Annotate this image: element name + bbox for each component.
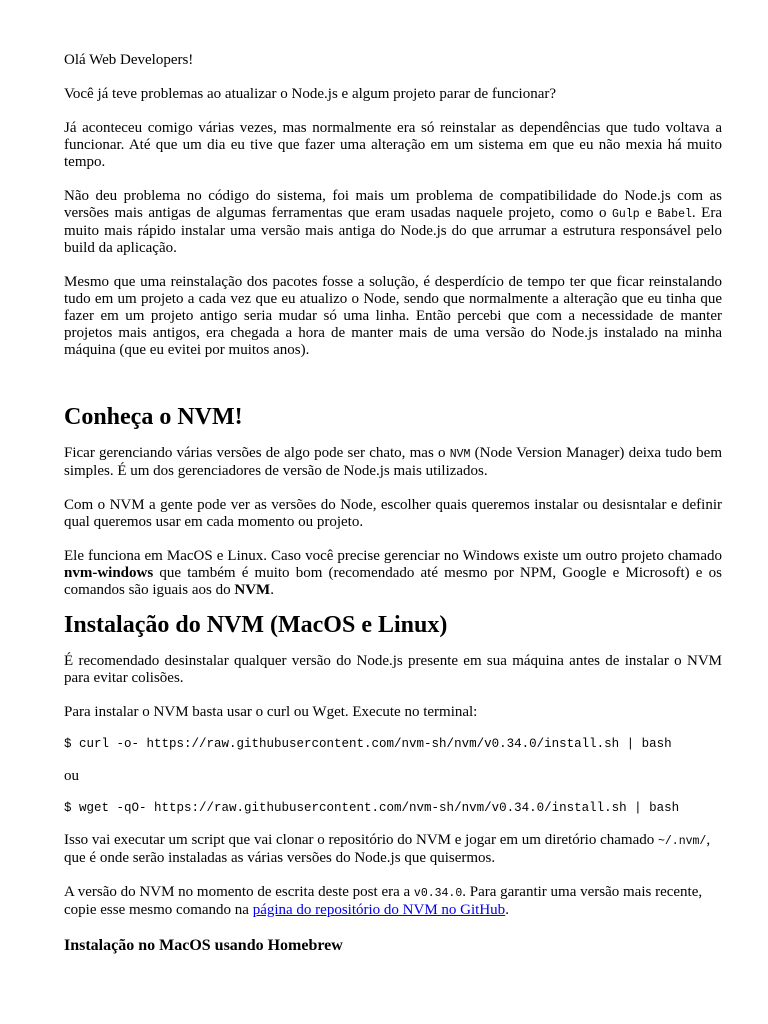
nvm-windows-bold: nvm-windows [64, 565, 154, 581]
question-text: Você já teve problemas ao atualizar o Node.js e algum projeto parar de funcionar? [64, 86, 557, 102]
install-paragraph-4-text-c: . [505, 902, 509, 918]
babel-code: Babel [657, 208, 692, 221]
nvm-code: NVM [449, 448, 471, 461]
greeting-paragraph [64, 52, 722, 69]
nvm-paragraph-2 [64, 497, 722, 531]
install-paragraph-1 [64, 653, 722, 687]
heading-conheca-nvm: Conheça o NVM! [64, 404, 243, 430]
nvm-paragraph-3-text-b: que também é muito bom (recomendado até mesmo por NPM, Google e Microsoft) e os comandos são iguais aos do [64, 565, 722, 598]
wget-command: $ wget -qO- https://raw.githubusercontent.com/nvm-sh/nvm/v0.34.0/install.sh | bash [64, 801, 680, 815]
question-paragraph [64, 86, 722, 103]
intro-paragraph-3 [64, 274, 722, 359]
install-paragraph-2 [64, 704, 722, 721]
intro-paragraph-2-text-a: Não deu problema no código do sistema, foi mais um problema de compatibilidade do Node.js com as versões mais antigas de algumas ferramentas que eram usadas naquele projeto, como o [64, 188, 722, 221]
intro-paragraph-3-text: Mesmo que uma reinstalação dos pacotes fosse a solução, é desperdício de tempo ter que ficar reinstalando tudo em um projeto a cada vez que eu atualizo o Node, sendo que normalmente a alteração que eu tinha que fazer em um projeto antigo seria mudar só uma linha. Então percebi que com a necessidade de manter projetos mais antigos, era chegada a hora de manter mais de uma versão do Node.js instalado na minha máquina (que eu evitei por muitos anos). [64, 274, 722, 358]
nvm-github-link[interactable]: página do repositório do NVM no GitHub [252, 902, 506, 918]
heading-homebrew: Instalação no MacOS usando Homebrew [64, 937, 343, 954]
nvm-paragraph-2-text: Com o NVM a gente pode ver as versões do Node, escolher quais queremos instalar ou desisntalar e definir qual queremos usar em cada momento ou projeto. [64, 497, 722, 530]
nvm-paragraph-1-text-a: Ficar gerenciando várias versões de algo pode ser chato, mas o [64, 445, 450, 461]
intro-paragraph-2-text-b: . Era muito mais rápido instalar uma versão mais antiga do Node.js do que arrumar a estrutura responsável pelo build da aplicação. [64, 205, 722, 256]
install-paragraph-4 [64, 884, 722, 919]
intro-paragraph-2-e: e [639, 205, 658, 221]
curl-command: $ curl -o- https://raw.githubusercontent.com/nvm-sh/nvm/v0.34.0/install.sh | bash [64, 737, 672, 751]
install-paragraph-3 [64, 832, 722, 867]
intro-paragraph-1 [64, 120, 722, 171]
document-page [64, 48, 722, 955]
greeting-text: Olá Web Developers! [64, 52, 194, 68]
nvm-paragraph-1-text-b: (Node Version Manager) deixa tudo bem simples. É um dos gerenciadores de versão de Node.js mais utilizados. [64, 445, 722, 479]
or-paragraph [64, 768, 722, 785]
nvm-paragraph-3 [64, 548, 722, 599]
heading-instalacao-nvm: Instalação do NVM (MacOS e Linux) [64, 612, 448, 638]
install-paragraph-4-text-b: . Para garantir uma versão mais recente, copie esse mesmo comando na [64, 884, 703, 918]
nvm-paragraph-3-text-c: . [270, 582, 274, 598]
intro-paragraph-1-text: Já aconteceu comigo várias vezes, mas normalmente era só reinstalar as dependências que tudo voltava a funcionar. Até que um dia eu tive que fazer uma alteração em um sistema em que eu não mexia há muito tempo. [64, 120, 722, 170]
or-text: ou [64, 768, 79, 784]
install-paragraph-4-text-a: A versão do NVM no momento de escrita deste post era a [64, 884, 414, 900]
nvm-version-code: v0.34.0 [413, 887, 463, 900]
nvm-paragraph-3-text-a: Ele funciona em MacOS e Linux. Caso você precise gerenciar no Windows existe um outro projeto chamado [64, 548, 722, 564]
install-paragraph-1-text: É recomendado desinstalar qualquer versão do Node.js presente em sua máquina antes de instalar o NVM para evitar colisões. [64, 653, 722, 686]
nvm-dir-code: ~/.nvm/ [658, 835, 707, 848]
nvm-bold: NVM [234, 582, 271, 598]
intro-paragraph-2 [64, 188, 722, 257]
install-paragraph-3-text-a: Isso vai executar um script que vai clonar o repositório do NVM e jogar em um diretório chamado [64, 832, 658, 848]
gulp-code: Gulp [612, 208, 640, 221]
nvm-paragraph-1 [64, 445, 722, 480]
install-paragraph-3-text-b: , que é onde serão instaladas as várias versões do Node.js que quisermos. [64, 832, 711, 866]
install-paragraph-2-text: Para instalar o NVM basta usar o curl ou Wget. Execute no terminal: [64, 704, 478, 720]
